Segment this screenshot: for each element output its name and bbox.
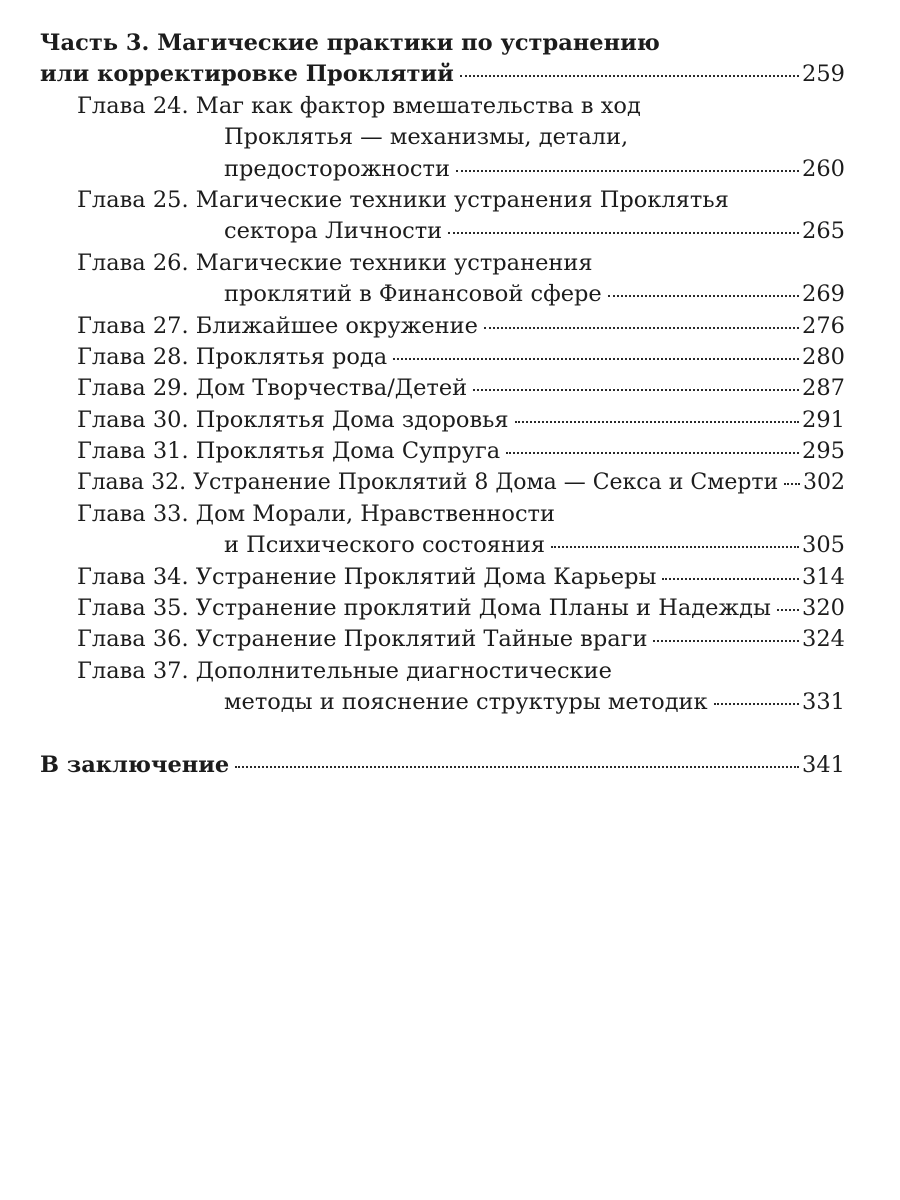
page-number: 259: [802, 61, 845, 88]
chapter-title-line: Устранение Проклятий Дома Карьеры: [195, 563, 657, 590]
chapter-title-line: Проклятья рода: [195, 343, 388, 370]
toc-entry-text: [77, 342, 387, 373]
chapter-prefix: Глава 31.: [77, 438, 196, 465]
toc-entry-text: [224, 279, 602, 310]
chapter-title-line: сектора Личности: [224, 218, 443, 245]
toc-entry-text: [77, 187, 729, 213]
chapter-prefix: Глава 36.: [77, 626, 196, 653]
toc-entry-last-line: [40, 593, 845, 624]
page-number: 314: [802, 563, 845, 590]
toc-entry-line: [40, 185, 845, 216]
toc-entry-text: [77, 562, 656, 593]
toc-chapter-entry[interactable]: [40, 91, 845, 185]
chapter-list: [40, 91, 845, 719]
toc-entry-text: [77, 373, 467, 404]
toc-chapter-entry[interactable]: [40, 624, 845, 655]
toc-entry-line: Часть 3. Магические практики по устранению: [40, 30, 660, 56]
toc-entry-text: [224, 530, 545, 561]
toc-chapter-entry[interactable]: [40, 562, 845, 593]
chapter-title-line: Дом Морали, Нравственности: [195, 500, 555, 527]
dot-leader: [473, 389, 799, 391]
toc-entry-text: [77, 250, 593, 276]
dot-leader: [714, 703, 799, 705]
page-number: 260: [802, 155, 845, 182]
toc-entry-text: [77, 658, 612, 684]
chapter-prefix: Глава 25.: [77, 186, 196, 213]
toc-chapter-entry[interactable]: [40, 593, 845, 624]
page-number: 295: [802, 438, 845, 465]
page-number: 320: [802, 595, 845, 622]
chapter-title-line: Маг как фактор вмешательства в ход: [195, 92, 641, 119]
chapter-title-line: Дом Творчества/Детей: [195, 375, 468, 402]
toc-chapter-entry[interactable]: [40, 467, 845, 498]
chapter-prefix: Глава 28.: [77, 343, 196, 370]
toc-entry-line: [40, 499, 845, 530]
toc-entry-last-line: [40, 373, 845, 404]
toc-chapter-entry[interactable]: [40, 373, 845, 404]
dot-leader: [551, 546, 799, 548]
toc-entry-last-line: [40, 59, 845, 90]
page-number: 305: [802, 532, 845, 559]
section-gap: [40, 719, 845, 750]
chapter-prefix: Глава 26.: [77, 249, 196, 276]
toc-entry-line: или корректировке Проклятий: [40, 61, 454, 88]
toc-chapter-entry[interactable]: [40, 248, 845, 311]
page-number: 276: [802, 312, 845, 339]
toc-conclusion-entry[interactable]: [40, 750, 845, 781]
toc-entry-text: [224, 124, 628, 150]
toc-entry-last-line: [40, 342, 845, 373]
toc-chapter-entry[interactable]: [40, 436, 845, 467]
page-number: 269: [802, 281, 845, 308]
chapter-title-line: Проклятья Дома Супруга: [195, 438, 501, 465]
chapter-title-line: Проклятья — механизмы, детали,: [224, 124, 629, 151]
toc-chapter-entry[interactable]: [40, 342, 845, 373]
toc-chapter-entry[interactable]: [40, 405, 845, 436]
toc-entry-line: [40, 656, 845, 687]
dot-leader: [393, 358, 799, 360]
page-number: 341: [802, 751, 845, 778]
toc-chapter-entry[interactable]: [40, 499, 845, 562]
toc-entry-line: [40, 91, 845, 122]
chapter-title-line: Проклятья Дома здоровья: [195, 406, 509, 433]
toc-chapter-entry[interactable]: [40, 311, 845, 342]
dot-leader: [460, 75, 799, 77]
chapter-prefix: Глава 34.: [77, 563, 196, 590]
chapter-title-line: и Психического состояния: [224, 532, 546, 559]
chapter-title-line: Дополнительные диагностические: [195, 657, 612, 684]
dot-leader: [515, 421, 799, 423]
toc-entry-text: [77, 93, 641, 119]
toc-entry-line: В заключение: [40, 751, 230, 778]
dot-leader: [777, 609, 799, 611]
toc-entry-last-line: [40, 530, 845, 561]
dot-leader: [506, 452, 799, 454]
page-number: 302: [803, 470, 845, 496]
chapter-title-line: Магические техники устранения: [195, 249, 593, 276]
toc-entry-text: [224, 154, 450, 185]
toc-part-entry[interactable]: [40, 28, 845, 91]
page-number: 331: [802, 689, 845, 716]
toc-entry-text: [77, 311, 478, 342]
dot-leader: [235, 766, 799, 768]
dot-leader: [448, 232, 799, 234]
toc-entry-text: [224, 216, 442, 247]
page-number: 291: [802, 406, 845, 433]
toc-entry-last-line: [40, 405, 845, 436]
toc-entry-last-line: [40, 216, 845, 247]
chapter-title-line: Устранение Проклятий Тайные враги: [195, 626, 648, 653]
chapter-title-line: Магические техники устранения Проклятья: [195, 186, 729, 213]
toc-chapter-entry[interactable]: [40, 656, 845, 719]
dot-leader: [653, 640, 799, 642]
toc-entry-last-line: [40, 624, 845, 655]
chapter-prefix: Глава 35.: [77, 595, 196, 622]
chapter-title-line: методы и пояснение структуры методик: [224, 689, 708, 716]
chapter-title-line: проклятий в Финансовой сфере: [224, 281, 602, 308]
toc-entry-last-line: [40, 750, 845, 781]
toc-entry-last-line: [40, 279, 845, 310]
toc-entry-text: [77, 593, 771, 624]
toc-entry-last-line: [40, 154, 845, 185]
chapter-title-line: Устранение Проклятий 8 Дома — Секса и Смерти: [193, 470, 779, 496]
toc-entry-line: [40, 122, 845, 153]
toc-entry-last-line: [40, 311, 845, 342]
chapter-title-line: предосторожности: [224, 155, 450, 182]
dot-leader: [662, 578, 799, 580]
chapter-prefix: Глава 30.: [77, 406, 196, 433]
chapter-title-line: Устранение проклятий Дома Планы и Надежды: [195, 595, 771, 622]
dot-leader: [784, 483, 800, 485]
toc-entry-line: [40, 248, 845, 279]
toc-entry-last-line: [40, 687, 845, 718]
toc-entry-last-line: [40, 436, 845, 467]
chapter-prefix: Глава 27.: [77, 312, 196, 339]
page-number: 280: [802, 343, 845, 370]
toc-entry-text: [77, 624, 647, 655]
toc-entry-text: [77, 467, 778, 498]
dot-leader: [608, 295, 799, 297]
page-number: 265: [802, 218, 845, 245]
chapter-title-line: Ближайшее окружение: [195, 312, 478, 339]
page-number: 287: [802, 375, 845, 402]
chapter-prefix: Глава 33.: [77, 500, 196, 527]
toc-entry-text: [77, 405, 509, 436]
chapter-prefix: Глава 32.: [77, 470, 194, 496]
toc-chapter-entry[interactable]: [40, 185, 845, 248]
chapter-prefix: Глава 37.: [77, 657, 196, 684]
toc-entry-text: [77, 436, 500, 467]
chapter-prefix: Глава 29.: [77, 375, 196, 402]
dot-leader: [456, 170, 799, 172]
toc-entry-text: [224, 687, 708, 718]
toc-entry-last-line: [40, 467, 845, 498]
dot-leader: [484, 327, 799, 329]
toc-entry-text: [77, 501, 555, 527]
page-number: 324: [802, 626, 845, 653]
chapter-prefix: Глава 24.: [77, 92, 196, 119]
table-of-contents: [40, 28, 845, 781]
toc-entry-last-line: [40, 562, 845, 593]
